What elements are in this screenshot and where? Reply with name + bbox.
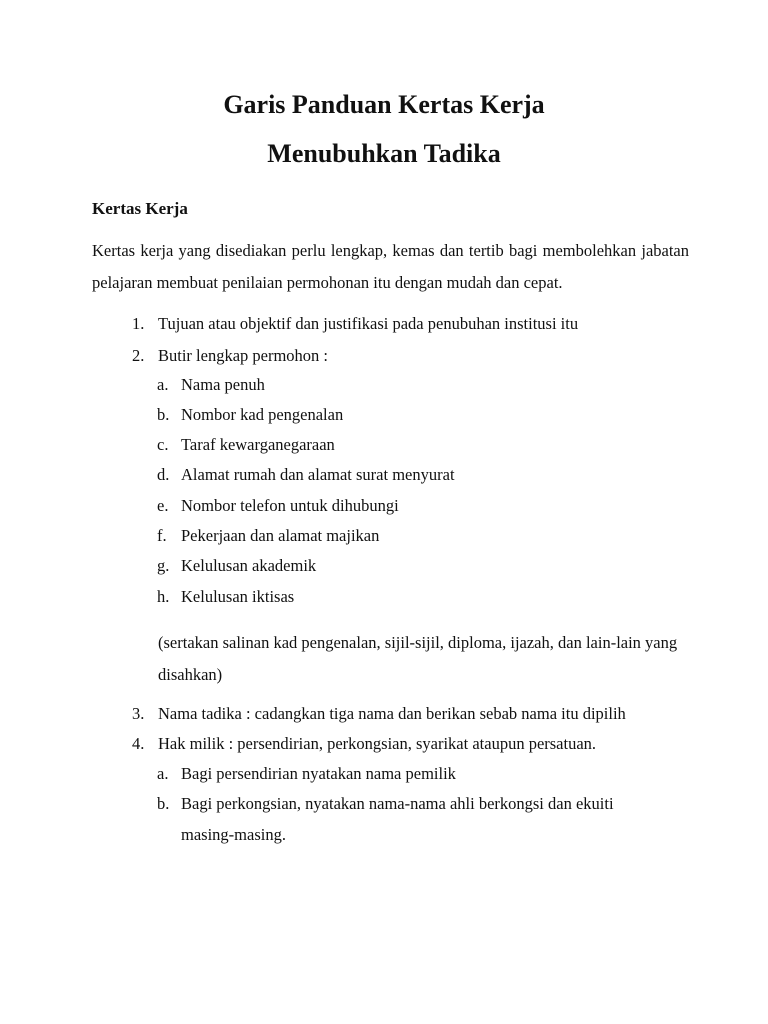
sub-marker: e. <box>157 496 169 515</box>
page-title: Garis Panduan Kertas Kerja <box>223 90 545 119</box>
sub-marker: g. <box>157 556 170 575</box>
sub-item-text: Pekerjaan dan alamat majikan <box>181 526 380 545</box>
list-item-text: Butir lengkap permohon : <box>158 346 329 365</box>
list-item-text: Hak milik : persendirian, perkongsian, syarikat ataupun persatuan. <box>158 734 597 753</box>
sub-item-text: Nama penuh <box>181 375 265 394</box>
sub-item-text: Nombor telefon untuk dihubungi <box>181 496 399 515</box>
sub-item-text: Kelulusan iktisas <box>181 587 295 606</box>
sub-item-text: Bagi perkongsian, nyatakan nama-nama ahli berkongsi dan ekuiti <box>181 794 614 813</box>
sub-item-text: Kelulusan akademik <box>181 556 317 575</box>
section-heading: Kertas Kerja <box>92 199 188 218</box>
sub-item-text: Nombor kad pengenalan <box>181 405 344 424</box>
sub-item-text: Alamat rumah dan alamat surat menyurat <box>181 465 455 484</box>
sub-marker: f. <box>157 526 167 545</box>
intro-paragraph: Kertas kerja yang disediakan perlu lengkap, kemas dan tertib bagi membolehkan jabatan pelajaran membuat penilaian permohonan itu dengan mudah dan cepat. <box>92 241 689 292</box>
sub-item-text: Taraf kewarganegaraan <box>181 435 335 454</box>
list-marker: 1. <box>132 314 145 333</box>
sub-marker: a. <box>157 764 169 783</box>
list-marker: 3. <box>132 704 145 723</box>
attachment-note: (sertakan salinan kad pengenalan, sijil-sijil, diploma, ijazah, dan lain-lain yang disahkan) <box>158 633 678 684</box>
list-marker: 4. <box>132 734 145 753</box>
sub-marker: h. <box>157 587 170 606</box>
sub-marker: c. <box>157 435 169 454</box>
sub-item-continuation-text: masing-masing. <box>181 825 286 844</box>
list-item-text: Nama tadika : cadangkan tiga nama dan berikan sebab nama itu dipilih <box>158 704 626 723</box>
sub-marker: a. <box>157 375 169 394</box>
sub-marker: d. <box>157 465 170 484</box>
list-marker: 2. <box>132 346 145 365</box>
sub-marker: b. <box>157 794 170 813</box>
sub-item-text: Bagi persendirian nyatakan nama pemilik <box>181 764 456 783</box>
list-item-text: Tujuan atau objektif dan justifikasi pada penubuhan institusi itu <box>158 314 579 333</box>
sub-marker: b. <box>157 405 170 424</box>
page-subtitle: Menubuhkan Tadika <box>267 139 501 168</box>
